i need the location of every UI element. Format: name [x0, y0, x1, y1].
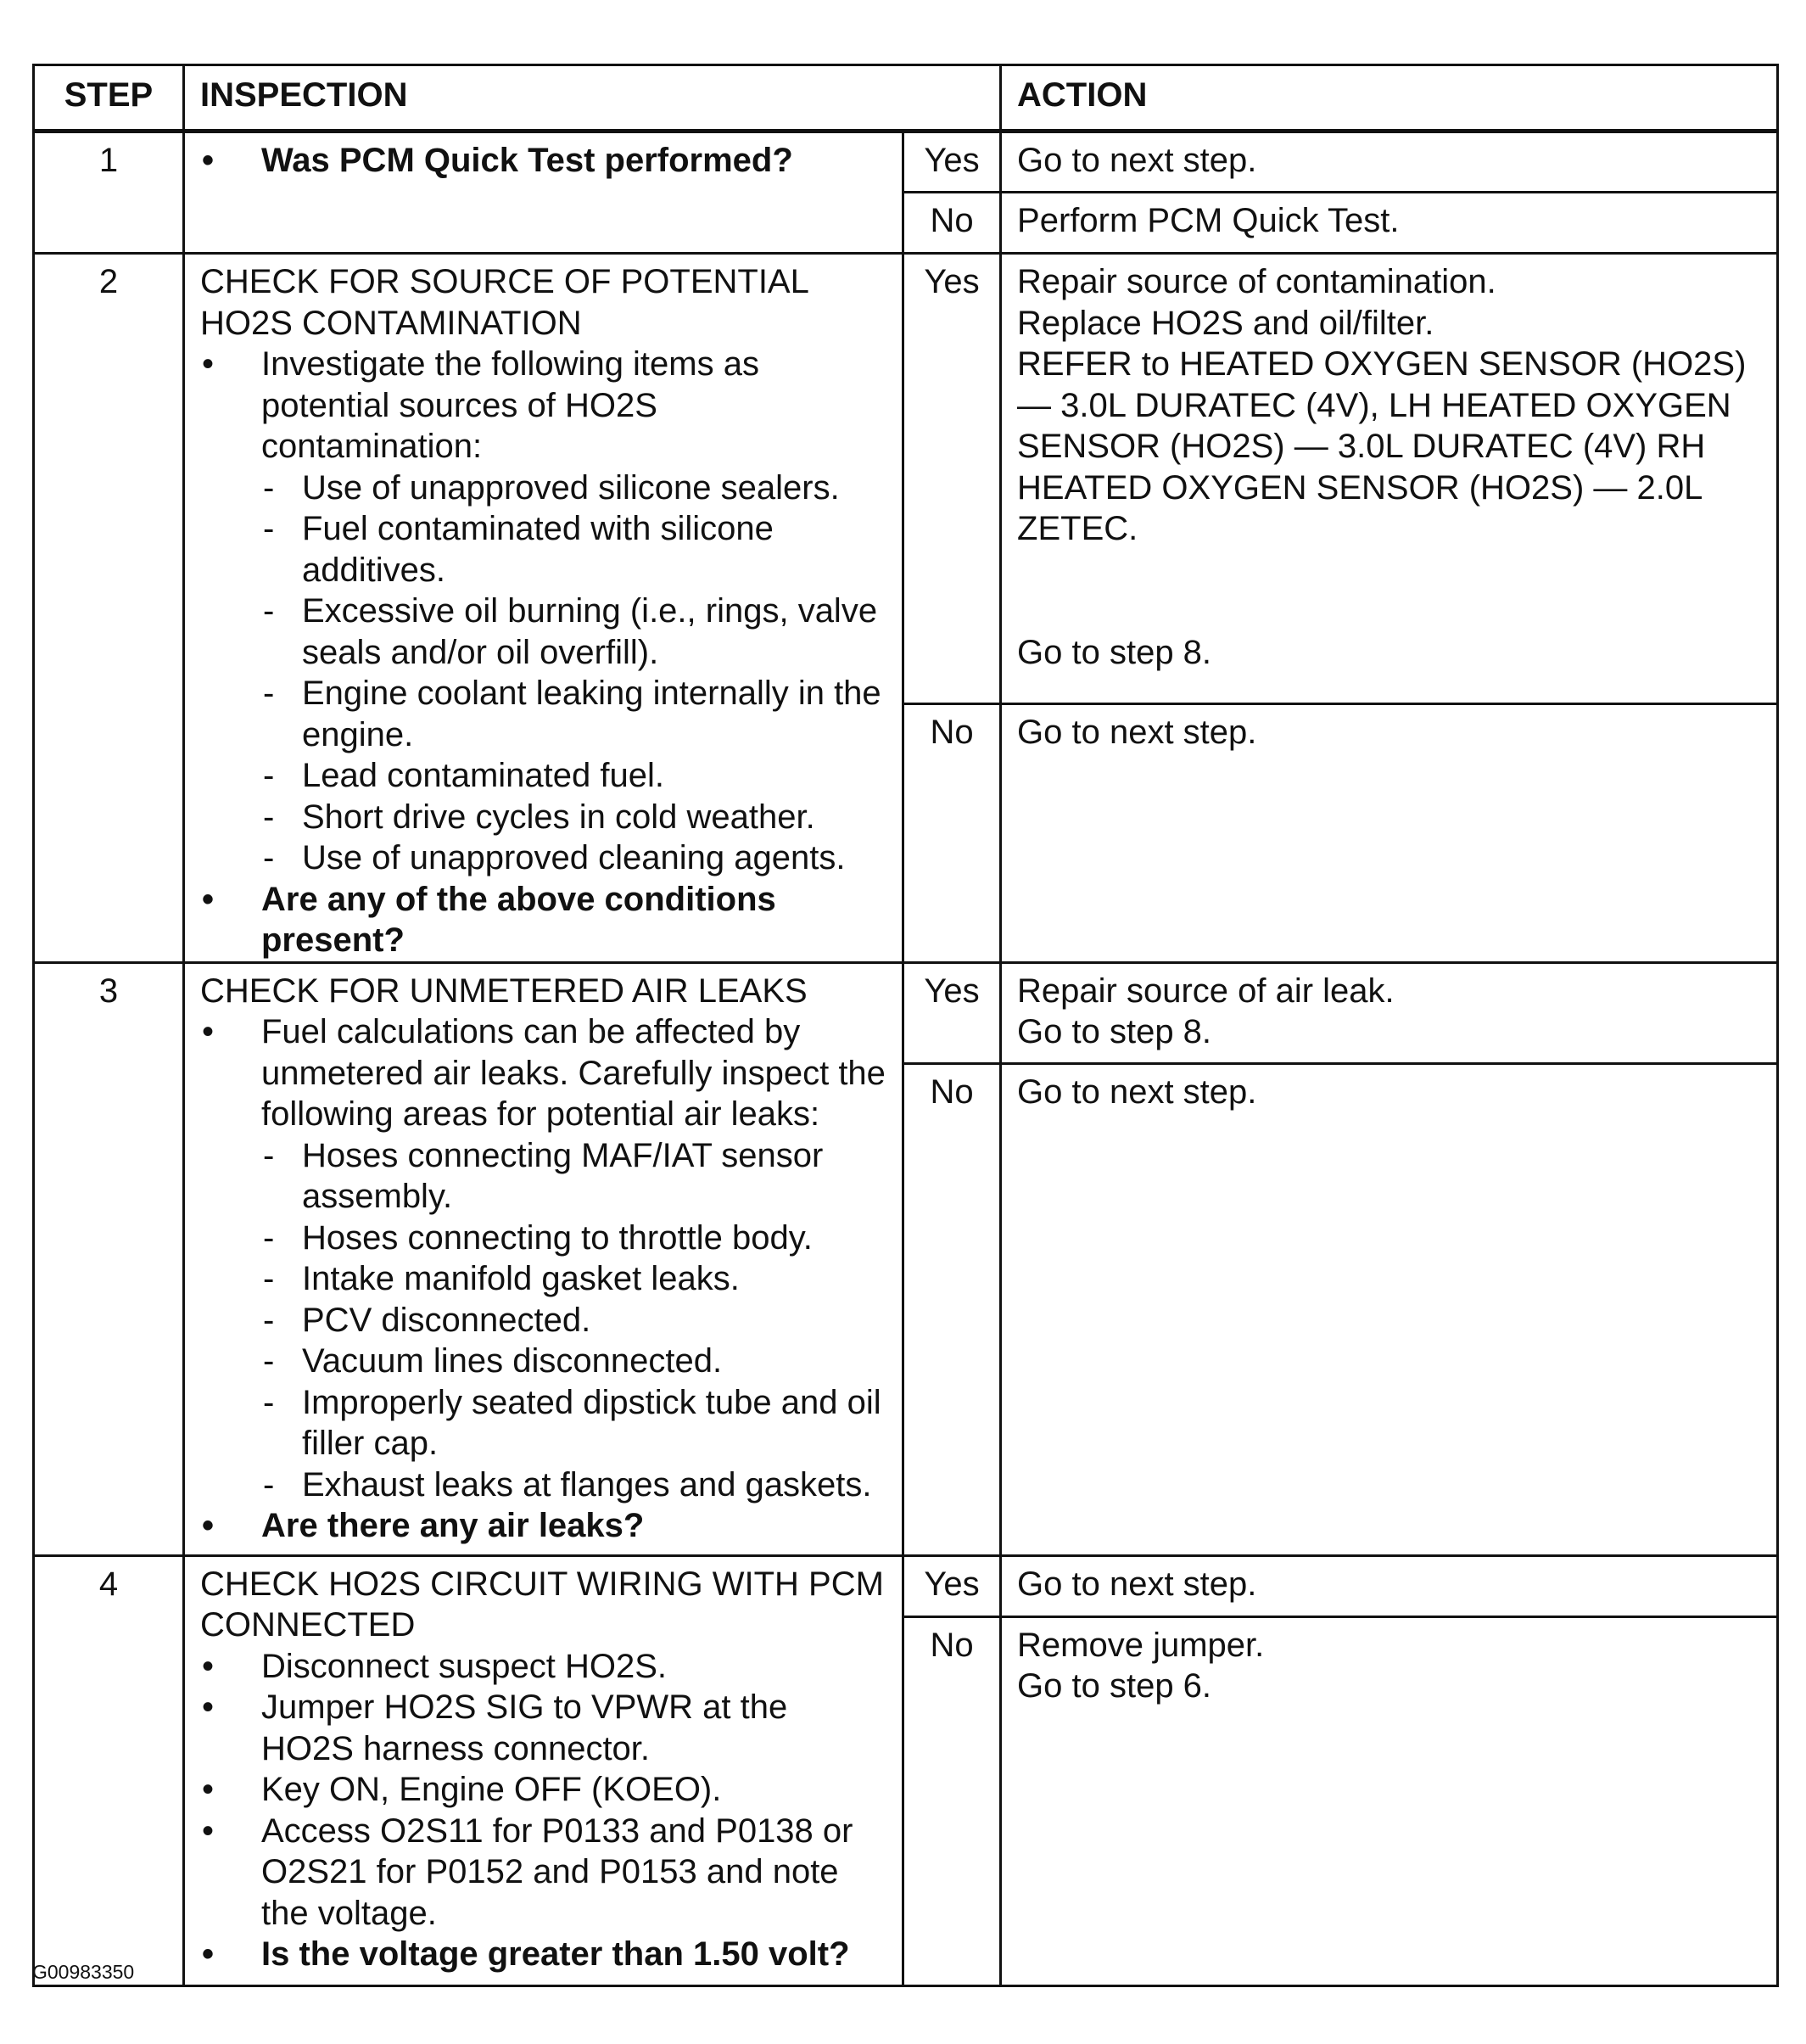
step-3-intro-text: Fuel calculations can be affected by unmetered air leaks. Carefully inspect the following areas for potential air leaks:: [261, 1013, 886, 1133]
step-4-yes-action: [1001, 1555, 1778, 1616]
step-4-yes-action-1: Go to next step.: [1017, 1565, 1257, 1603]
step-4-bullet-3: • Key ON, Engine OFF (KOEO).: [200, 1769, 886, 1811]
step-4-no-label: No: [903, 1616, 1001, 1985]
step-3-heading: CHECK FOR UNMETERED AIR LEAKS: [200, 972, 808, 1010]
step-2-no-action: [1001, 703, 1778, 962]
step-2-yes-final: Go to step 8.: [1017, 633, 1212, 671]
step-2-no-label: No: [903, 703, 1001, 962]
step-2-item-7: - Use of unapproved cleaning agents.: [261, 837, 886, 879]
step-4-no-action-1: Remove jumper.: [1017, 1626, 1265, 1664]
step-2-question: • Are any of the above conditions present?: [200, 879, 886, 961]
step-3-yes-row: [34, 962, 1778, 1063]
step-4-number: 4: [34, 1555, 184, 1985]
step-3-yes-label: Yes: [903, 962, 1001, 1063]
step-3-item-2: - Hoses connecting to throttle body.: [261, 1218, 886, 1259]
step-1-no-action: [1001, 193, 1778, 254]
step-3-no-label: No: [903, 1063, 1001, 1555]
step-2-intro: [200, 344, 886, 879]
step-2-item-5: - Lead contaminated fuel.: [261, 755, 886, 797]
step-3-item-6: - Improperly seated dipstick tube and oil filler cap.: [261, 1382, 886, 1464]
step-1-yes-action: [1001, 132, 1778, 193]
step-3-item-5: - Vacuum lines disconnected.: [261, 1341, 886, 1382]
step-4-question: • Is the voltage greater than 1.50 volt?: [200, 1934, 886, 1975]
step-4-bullet-2: • Jumper HO2S SIG to VPWR at the HO2S harness connector.: [200, 1687, 886, 1769]
step-3-question: • Are there any air leaks?: [200, 1505, 886, 1547]
step-3-item-3: - Intake manifold gasket leaks.: [261, 1258, 886, 1300]
step-1-yes-label: Yes: [903, 132, 1001, 193]
step-3-item-7: - Exhaust leaks at flanges and gaskets.: [261, 1464, 886, 1506]
step-1-yes-row: [34, 132, 1778, 193]
step-3-number: 3: [34, 962, 184, 1555]
step-2-yes-label: Yes: [903, 254, 1001, 704]
step-4-no-action: [1001, 1616, 1778, 1985]
step-2-yes-action-2: Replace HO2S and oil/filter.: [1017, 304, 1434, 342]
step-4-yes-row: [34, 1555, 1778, 1616]
step-3-yes-action-2: Go to step 8.: [1017, 1013, 1212, 1050]
step-2-intro-text: Investigate the following items as potential sources of HO2S contamination:: [261, 345, 759, 465]
step-2-yes-spacer: [1017, 550, 1761, 632]
figure-id: G00983350: [32, 1961, 135, 1983]
step-1-inspection: [184, 132, 903, 254]
step-2-heading: CHECK FOR SOURCE OF POTENTIAL HO2S CONTAMINATION: [200, 263, 808, 342]
step-2-yes-row: [34, 254, 1778, 704]
step-3-no-action: [1001, 1063, 1778, 1555]
header-row: [34, 65, 1778, 132]
step-2-yes-action: [1001, 254, 1778, 704]
step-3-yes-action-1: Repair source of air leak.: [1017, 972, 1395, 1010]
step-4-inspection: [184, 1555, 903, 1985]
step-3-item-1: - Hoses connecting MAF/IAT sensor assembly.: [261, 1135, 886, 1218]
step-1-question: • Was PCM Quick Test performed?: [200, 140, 886, 182]
step-2-item-1: - Use of unapproved silicone sealers.: [261, 468, 886, 509]
action-column-header: ACTION: [1001, 65, 1778, 132]
step-column-header: STEP: [34, 65, 184, 132]
step-1-number: 1: [34, 132, 184, 254]
diagnostic-table: [32, 64, 1779, 1987]
step-3-intro: [200, 1011, 886, 1505]
step-1-no-action-1: Perform PCM Quick Test.: [1017, 202, 1400, 239]
inspection-column-header: INSPECTION: [184, 65, 1001, 132]
step-3-no-action-1: Go to next step.: [1017, 1072, 1257, 1111]
step-4-yes-label: Yes: [903, 1555, 1001, 1616]
step-2-item-3: - Excessive oil burning (i.e., rings, valve seals and/or oil overfill).: [261, 591, 886, 673]
step-2-item-4: - Engine coolant leaking internally in the engine.: [261, 673, 886, 755]
step-2-inspection: [184, 254, 903, 963]
step-2-item-2: - Fuel contaminated with silicone additives.: [261, 508, 886, 591]
step-2-item-6: - Short drive cycles in cold weather.: [261, 797, 886, 838]
step-4-bullet-1: • Disconnect suspect HO2S.: [200, 1646, 886, 1688]
step-1-no-label: No: [903, 193, 1001, 254]
step-1-yes-action-1: Go to next step.: [1017, 142, 1257, 179]
step-4-heading: CHECK HO2S CIRCUIT WIRING WITH PCM CONNECTED: [200, 1565, 884, 1644]
step-2-yes-action-3: REFER to HEATED OXYGEN SENSOR (HO2S) — 3.0L DURATEC (4V), LH HEATED OXYGEN SENSOR (HO2S) — 3.0L DURATEC (4V) RH HEATED OXYGEN SENSOR (HO2S) — 2.0L ZETEC.: [1017, 345, 1747, 547]
step-4-no-action-2: Go to step 6.: [1017, 1667, 1212, 1705]
step-3-item-4: - PCV disconnected.: [261, 1300, 886, 1341]
step-2-number: 2: [34, 254, 184, 963]
step-2-yes-action-1: Repair source of contamination.: [1017, 263, 1496, 300]
step-4-bullet-4: • Access O2S11 for P0133 and P0138 or O2S21 for P0152 and P0153 and note the voltage.: [200, 1811, 886, 1935]
step-3-inspection: [184, 962, 903, 1555]
step-3-yes-action: [1001, 962, 1778, 1063]
step-2-no-action-1: Go to next step.: [1017, 713, 1257, 751]
